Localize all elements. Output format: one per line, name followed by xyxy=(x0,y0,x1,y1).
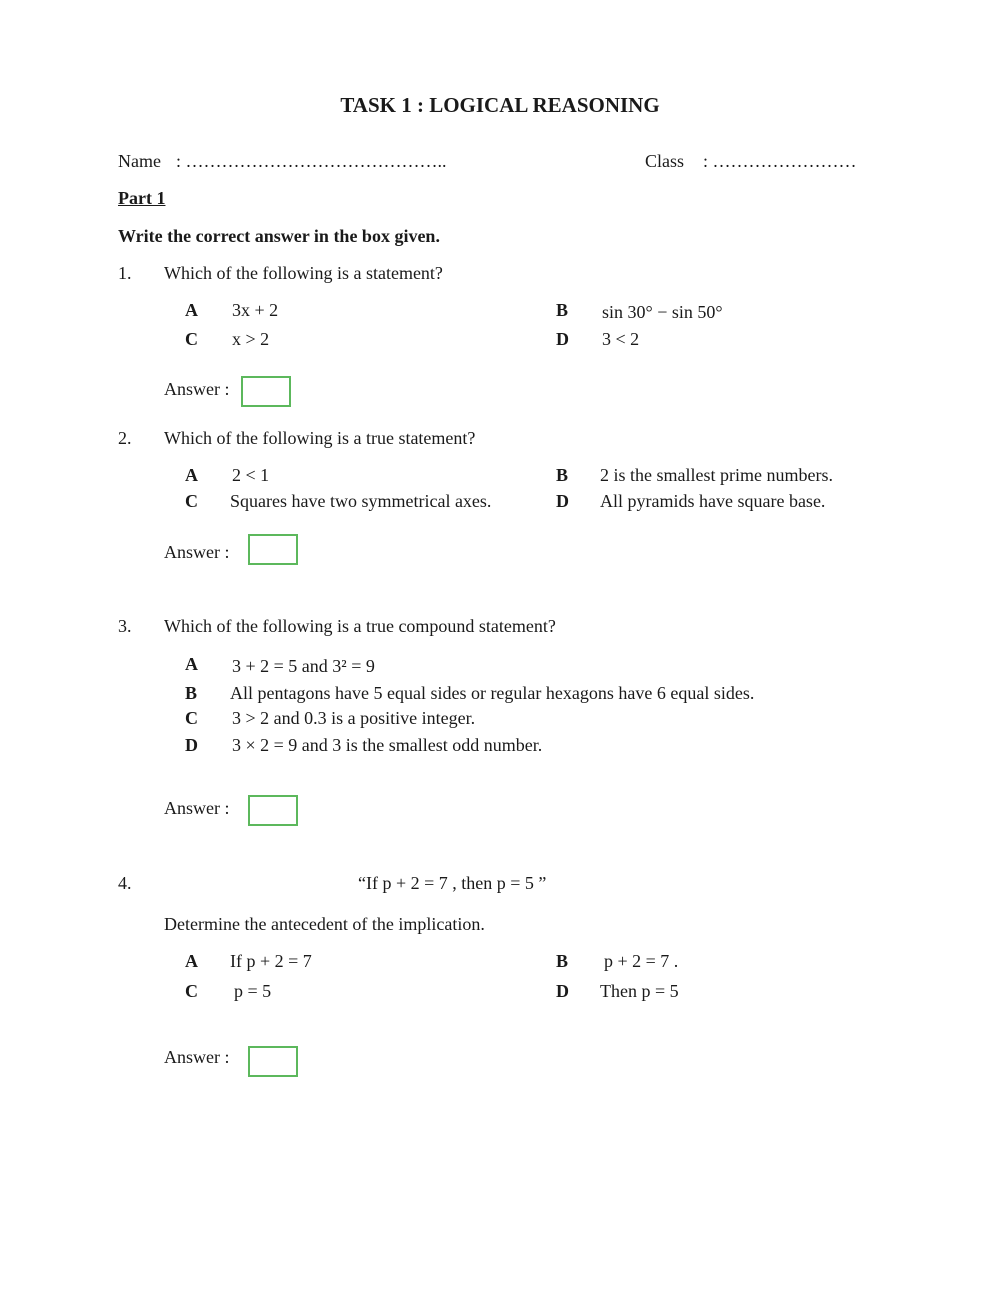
option-letter: A xyxy=(185,465,198,485)
option-text: x > 2 xyxy=(232,329,270,349)
option-letter: A xyxy=(185,300,198,320)
instruction: Write the correct answer in the box given. xyxy=(118,226,440,246)
answer-label: Answer : xyxy=(164,1047,230,1067)
option-text: 3 + 2 = 5 and 3² = 9 xyxy=(232,656,375,676)
question-number: 4. xyxy=(118,873,132,893)
option-text: All pyramids have square base. xyxy=(600,491,826,511)
option-letter: B xyxy=(556,300,569,320)
worksheet-title: TASK 1 : LOGICAL REASONING xyxy=(340,93,660,117)
question-text: Which of the following is a true statement? xyxy=(164,428,476,448)
answer-box-1[interactable] xyxy=(241,376,291,407)
option-text: p = 5 xyxy=(234,981,272,1001)
question-number: 1. xyxy=(118,263,132,283)
answer-label: Answer : xyxy=(164,379,230,399)
option-text: sin 30° − sin 50° xyxy=(602,302,723,322)
option-letter: A xyxy=(185,654,198,674)
question-text: Determine the antecedent of the implication. xyxy=(164,914,485,934)
question-number: 2. xyxy=(118,428,132,448)
option-letter: C xyxy=(185,329,198,349)
option-letter: D xyxy=(556,491,569,511)
answer-label: Answer : xyxy=(164,798,230,818)
option-letter: C xyxy=(185,491,198,511)
option-text: All pentagons have 5 equal sides or regular hexagons have 6 equal sides. xyxy=(230,683,755,703)
part-heading: Part 1 xyxy=(118,188,166,208)
option-text: 2 is the smallest prime numbers. xyxy=(600,465,833,485)
option-letter: D xyxy=(556,981,569,1001)
option-text: 3x + 2 xyxy=(232,300,279,320)
answer-box-2[interactable] xyxy=(248,534,298,565)
option-text: 2 < 1 xyxy=(232,465,270,485)
option-text: p + 2 = 7 . xyxy=(604,951,679,971)
option-letter: A xyxy=(185,951,198,971)
name-field[interactable]: : …………………………………….. xyxy=(176,151,447,171)
class-label: Class xyxy=(645,151,685,171)
option-letter: C xyxy=(185,981,198,1001)
option-text: 3 × 2 = 9 and 3 is the smallest odd number. xyxy=(232,735,543,755)
option-text: Then p = 5 xyxy=(600,981,679,1001)
answer-label: Answer : xyxy=(164,542,230,562)
option-text: Squares have two symmetrical axes. xyxy=(230,491,492,511)
class-field[interactable]: : …………………… xyxy=(703,151,857,171)
implication-quote: “If p + 2 = 7 , then p = 5 ” xyxy=(358,873,547,893)
option-letter: B xyxy=(185,683,198,703)
question-number: 3. xyxy=(118,616,132,636)
question-text: Which of the following is a statement? xyxy=(164,263,443,283)
option-letter: B xyxy=(556,465,569,485)
answer-box-3[interactable] xyxy=(248,795,298,826)
option-text: 3 > 2 and 0.3 is a positive integer. xyxy=(232,708,476,728)
option-text: If p + 2 = 7 xyxy=(230,951,312,971)
question-text: Which of the following is a true compound statement? xyxy=(164,616,556,636)
answer-box-4[interactable] xyxy=(248,1046,298,1077)
option-letter: B xyxy=(556,951,569,971)
option-letter: C xyxy=(185,708,198,728)
option-letter: D xyxy=(185,735,198,755)
option-text: 3 < 2 xyxy=(602,329,640,349)
name-label: Name xyxy=(118,151,161,171)
option-letter: D xyxy=(556,329,569,349)
